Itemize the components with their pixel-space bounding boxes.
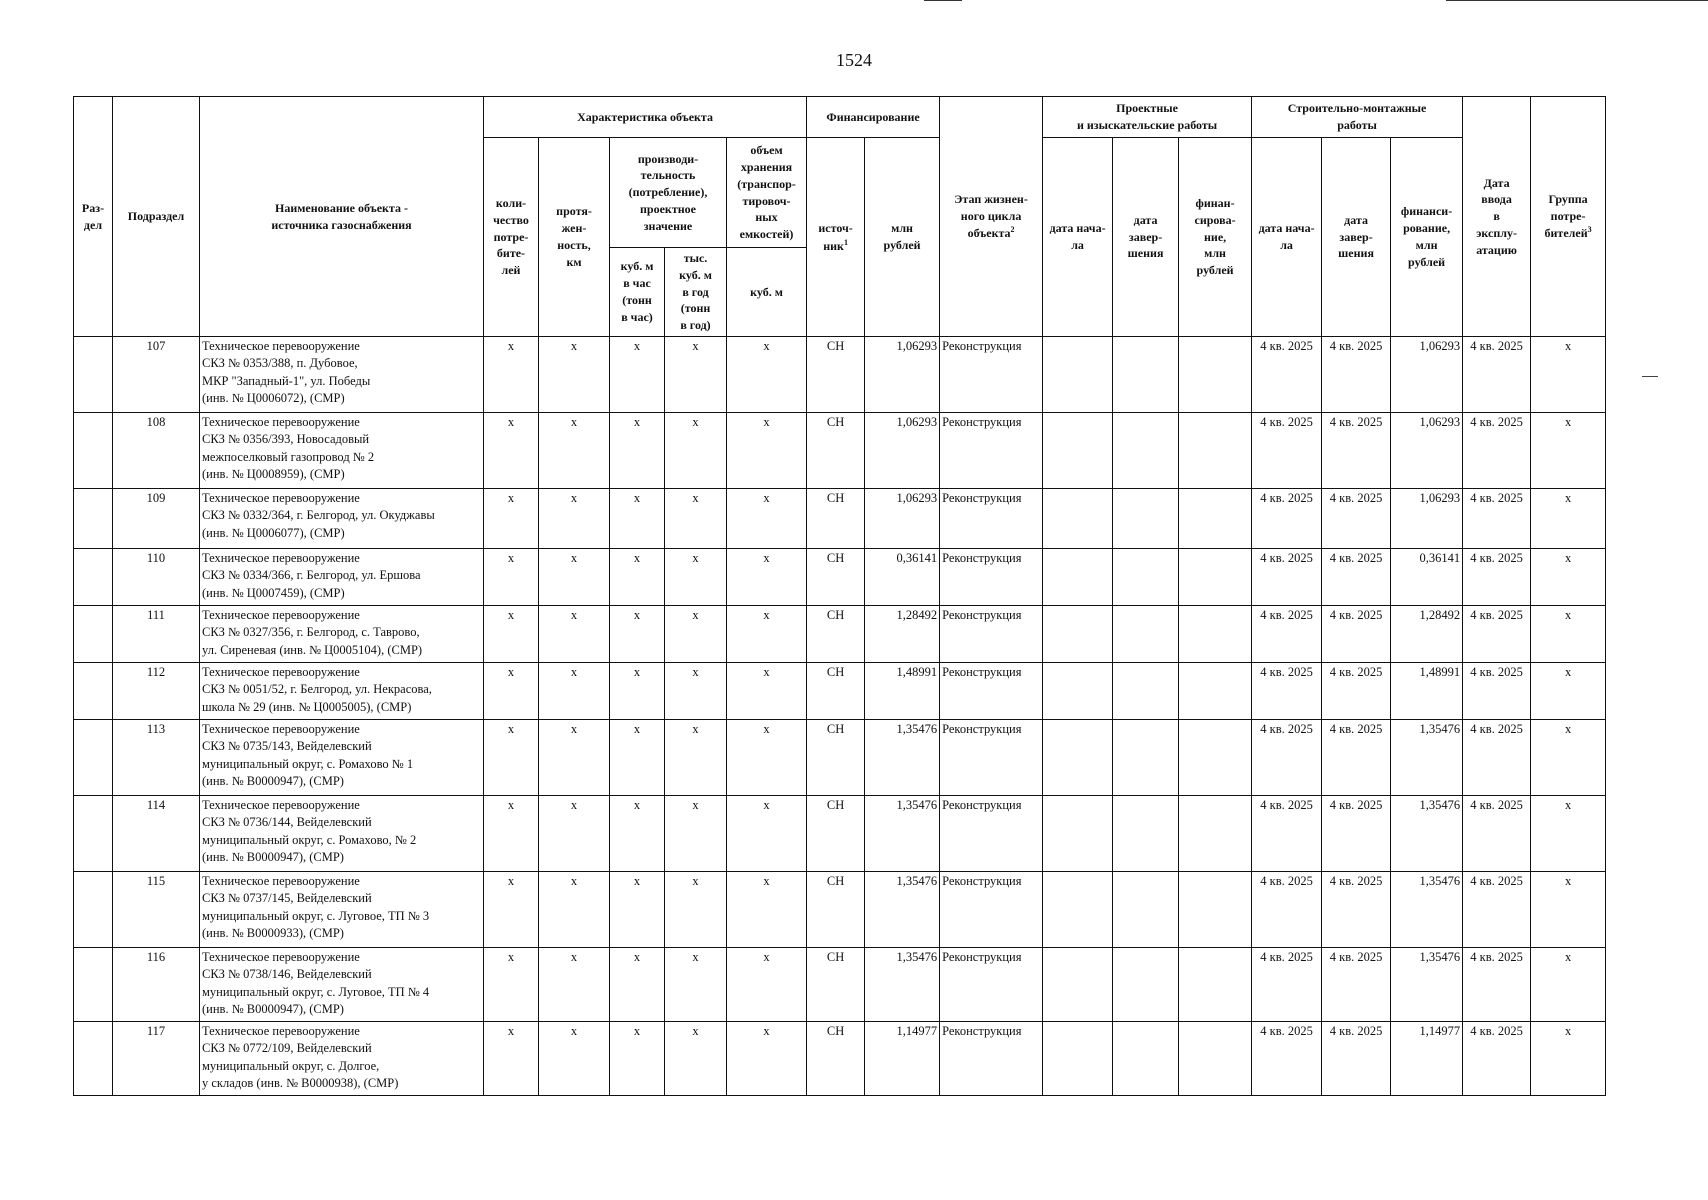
- construction-end-cell: 4 кв. 2025: [1322, 663, 1391, 720]
- construction-end-cell: 4 кв. 2025: [1322, 948, 1391, 1022]
- commissioning-date-cell: 4 кв. 2025: [1463, 948, 1531, 1022]
- storage-volume-cell: х: [727, 1022, 807, 1096]
- capacity-hour-cell: х: [610, 720, 665, 796]
- table-row: [74, 489, 1606, 549]
- storage-volume-cell: х: [727, 413, 807, 489]
- table-row: [74, 549, 1606, 606]
- design-financing-cell: [1179, 606, 1252, 663]
- capacity-year-cell: х: [665, 720, 727, 796]
- mln-rub-cell: 1,06293: [865, 413, 940, 489]
- mln-rub-cell: 1,35476: [865, 720, 940, 796]
- object-name-cell: Техническое перевооружение СКЗ № 0736/144, Вейделевский муниципальный округ, с. Ромахово, № 2 (инв. № В0000947), (СМР): [200, 796, 484, 872]
- razdel-cell: [74, 720, 113, 796]
- length-cell: х: [539, 606, 610, 663]
- consumers-count-cell: х: [484, 413, 539, 489]
- storage-volume-cell: х: [727, 872, 807, 948]
- razdel-cell: [74, 549, 113, 606]
- consumer-group-cell: х: [1531, 1022, 1606, 1096]
- header-name: Наименование объекта - источника газоснабжения: [200, 97, 484, 337]
- consumers-count-cell: х: [484, 948, 539, 1022]
- source-cell: СН: [807, 549, 865, 606]
- design-financing-cell: [1179, 337, 1252, 413]
- capacity-year-cell: х: [665, 1022, 727, 1096]
- length-cell: х: [539, 796, 610, 872]
- design-financing-cell: [1179, 872, 1252, 948]
- header-construction-financing: финанси- рование, млн рублей: [1391, 138, 1463, 337]
- capacity-hour-cell: х: [610, 872, 665, 948]
- design-end-cell: [1113, 948, 1179, 1022]
- source-cell: СН: [807, 872, 865, 948]
- razdel-cell: [74, 948, 113, 1022]
- consumer-group-cell: х: [1531, 872, 1606, 948]
- object-name-cell: Техническое перевооружение СКЗ № 0737/145, Вейделевский муниципальный округ, с. Луговое, ТП № 3 (инв. № В0000933), (СМР): [200, 872, 484, 948]
- table-row: [74, 948, 1606, 1022]
- source-cell: СН: [807, 337, 865, 413]
- scan-artifact-top-left: [924, 0, 962, 1]
- podrazdel-cell: 107: [113, 337, 200, 413]
- consumer-group-cell: х: [1531, 720, 1606, 796]
- design-financing-cell: [1179, 663, 1252, 720]
- source-cell: СН: [807, 413, 865, 489]
- stage-cell: Реконструкция: [940, 1022, 1043, 1096]
- length-cell: х: [539, 413, 610, 489]
- design-start-cell: [1043, 549, 1113, 606]
- stage-cell: Реконструкция: [940, 549, 1043, 606]
- capacity-year-cell: х: [665, 663, 727, 720]
- header-cubic-m: куб. м: [727, 248, 807, 337]
- construction-start-cell: 4 кв. 2025: [1252, 720, 1322, 796]
- capacity-hour-cell: х: [610, 606, 665, 663]
- header-cubic-per-hour: куб. м в час (тонн в час): [610, 248, 665, 337]
- construction-end-cell: 4 кв. 2025: [1322, 1022, 1391, 1096]
- commissioning-date-cell: 4 кв. 2025: [1463, 337, 1531, 413]
- mln-rub-cell: 1,35476: [865, 796, 940, 872]
- construction-financing-cell: 1,06293: [1391, 413, 1463, 489]
- scan-artifact-margin: [1642, 376, 1658, 377]
- design-end-cell: [1113, 872, 1179, 948]
- header-group-construction: Строительно-монтажные работы: [1252, 97, 1463, 138]
- source-cell: СН: [807, 948, 865, 1022]
- header-group-financing: Финансирование: [807, 97, 940, 138]
- consumers-count-cell: х: [484, 1022, 539, 1096]
- capacity-hour-cell: х: [610, 663, 665, 720]
- construction-start-cell: 4 кв. 2025: [1252, 489, 1322, 549]
- consumer-group-cell: х: [1531, 948, 1606, 1022]
- table-row: [74, 606, 1606, 663]
- razdel-cell: [74, 489, 113, 549]
- design-end-cell: [1113, 720, 1179, 796]
- construction-end-cell: 4 кв. 2025: [1322, 489, 1391, 549]
- length-cell: х: [539, 549, 610, 606]
- construction-start-cell: 4 кв. 2025: [1252, 549, 1322, 606]
- design-start-cell: [1043, 489, 1113, 549]
- consumer-group-cell: х: [1531, 549, 1606, 606]
- table-body: [74, 337, 1606, 1096]
- table-row: [74, 413, 1606, 489]
- design-start-cell: [1043, 872, 1113, 948]
- construction-financing-cell: 1,35476: [1391, 948, 1463, 1022]
- construction-start-cell: 4 кв. 2025: [1252, 948, 1322, 1022]
- stage-cell: Реконструкция: [940, 720, 1043, 796]
- capacity-hour-cell: х: [610, 337, 665, 413]
- length-cell: х: [539, 663, 610, 720]
- storage-volume-cell: х: [727, 948, 807, 1022]
- header-razdel: Раз- дел: [74, 97, 113, 337]
- header-group-characteristics: Характеристика объекта: [484, 97, 807, 138]
- capacity-year-cell: х: [665, 337, 727, 413]
- commissioning-date-cell: 4 кв. 2025: [1463, 413, 1531, 489]
- razdel-cell: [74, 663, 113, 720]
- stage-cell: Реконструкция: [940, 489, 1043, 549]
- construction-end-cell: 4 кв. 2025: [1322, 549, 1391, 606]
- consumers-count-cell: х: [484, 872, 539, 948]
- construction-financing-cell: 1,06293: [1391, 337, 1463, 413]
- stage-cell: Реконструкция: [940, 796, 1043, 872]
- construction-start-cell: 4 кв. 2025: [1252, 413, 1322, 489]
- podrazdel-cell: 111: [113, 606, 200, 663]
- construction-start-cell: 4 кв. 2025: [1252, 796, 1322, 872]
- design-financing-cell: [1179, 413, 1252, 489]
- length-cell: х: [539, 720, 610, 796]
- construction-start-cell: 4 кв. 2025: [1252, 663, 1322, 720]
- construction-financing-cell: 1,35476: [1391, 872, 1463, 948]
- mln-rub-cell: 1,06293: [865, 489, 940, 549]
- stage-cell: Реконструкция: [940, 663, 1043, 720]
- construction-financing-cell: 1,48991: [1391, 663, 1463, 720]
- consumer-group-cell: х: [1531, 413, 1606, 489]
- capacity-year-cell: х: [665, 413, 727, 489]
- length-cell: х: [539, 489, 610, 549]
- podrazdel-cell: 113: [113, 720, 200, 796]
- consumers-count-cell: х: [484, 606, 539, 663]
- capacity-hour-cell: х: [610, 489, 665, 549]
- construction-start-cell: 4 кв. 2025: [1252, 872, 1322, 948]
- consumer-group-cell: х: [1531, 337, 1606, 413]
- header-group-design: Проектные и изыскательские работы: [1043, 97, 1252, 138]
- header-mln-rub: млн рублей: [865, 138, 940, 337]
- header-commissioning-date: Дата ввода в эксплу- атацию: [1463, 97, 1531, 337]
- capacity-year-cell: х: [665, 872, 727, 948]
- source-cell: СН: [807, 606, 865, 663]
- podrazdel-cell: 116: [113, 948, 200, 1022]
- consumers-count-cell: х: [484, 720, 539, 796]
- stage-cell: Реконструкция: [940, 337, 1043, 413]
- design-financing-cell: [1179, 489, 1252, 549]
- design-end-cell: [1113, 1022, 1179, 1096]
- stage-cell: Реконструкция: [940, 948, 1043, 1022]
- construction-financing-cell: 1,14977: [1391, 1022, 1463, 1096]
- commissioning-date-cell: 4 кв. 2025: [1463, 663, 1531, 720]
- mln-rub-cell: 1,35476: [865, 872, 940, 948]
- podrazdel-cell: 109: [113, 489, 200, 549]
- length-cell: х: [539, 337, 610, 413]
- consumers-count-cell: х: [484, 549, 539, 606]
- construction-end-cell: 4 кв. 2025: [1322, 337, 1391, 413]
- object-name-cell: Техническое перевооружение СКЗ № 0327/356, г. Белгород, с. Таврово, ул. Сиреневая (инв. № Ц0005104), (СМР): [200, 606, 484, 663]
- header-construction-end: дата завер- шения: [1322, 138, 1391, 337]
- construction-start-cell: 4 кв. 2025: [1252, 337, 1322, 413]
- commissioning-date-cell: 4 кв. 2025: [1463, 1022, 1531, 1096]
- storage-volume-cell: х: [727, 606, 807, 663]
- stage-cell: Реконструкция: [940, 606, 1043, 663]
- capacity-hour-cell: х: [610, 796, 665, 872]
- header-design-start: дата нача- ла: [1043, 138, 1113, 337]
- mln-rub-cell: 1,35476: [865, 948, 940, 1022]
- header-storage-volume: объем хранения (транспор- тировоч- ных емкостей): [727, 138, 807, 248]
- design-start-cell: [1043, 948, 1113, 1022]
- razdel-cell: [74, 606, 113, 663]
- source-cell: СН: [807, 663, 865, 720]
- podrazdel-cell: 110: [113, 549, 200, 606]
- construction-start-cell: 4 кв. 2025: [1252, 1022, 1322, 1096]
- header-consumer-group: Группа потре- бителей$^3$: [1531, 97, 1606, 337]
- object-name-cell: Техническое перевооружение СКЗ № 0353/388, п. Дубовое, МКР "Западный-1", ул. Победы (инв. № Ц0006072), (СМР): [200, 337, 484, 413]
- podrazdel-cell: 114: [113, 796, 200, 872]
- design-end-cell: [1113, 337, 1179, 413]
- object-name-cell: Техническое перевооружение СКЗ № 0738/146, Вейделевский муниципальный округ, с. Луговое, ТП № 4 (инв. № В0000947), (СМР): [200, 948, 484, 1022]
- table-row: [74, 796, 1606, 872]
- commissioning-date-cell: 4 кв. 2025: [1463, 549, 1531, 606]
- header-capacity: производи- тельность (потребление), проектное значение: [610, 138, 727, 248]
- header-thousand-cubic-per-year: тыс. куб. м в год (тонн в год): [665, 248, 727, 337]
- design-financing-cell: [1179, 1022, 1252, 1096]
- commissioning-date-cell: 4 кв. 2025: [1463, 796, 1531, 872]
- construction-financing-cell: 1,06293: [1391, 489, 1463, 549]
- mln-rub-cell: 1,48991: [865, 663, 940, 720]
- construction-financing-cell: 0,36141: [1391, 549, 1463, 606]
- design-end-cell: [1113, 796, 1179, 872]
- header-stage: Этап жизнен- ного цикла объекта$^2$: [940, 97, 1043, 337]
- podrazdel-cell: 115: [113, 872, 200, 948]
- construction-financing-cell: 1,28492: [1391, 606, 1463, 663]
- mln-rub-cell: 1,14977: [865, 1022, 940, 1096]
- source-cell: СН: [807, 1022, 865, 1096]
- razdel-cell: [74, 872, 113, 948]
- consumers-count-cell: х: [484, 663, 539, 720]
- capacity-year-cell: х: [665, 948, 727, 1022]
- consumers-count-cell: х: [484, 796, 539, 872]
- header-length: протя- жен- ность, км: [539, 138, 610, 337]
- construction-financing-cell: 1,35476: [1391, 720, 1463, 796]
- design-start-cell: [1043, 796, 1113, 872]
- design-start-cell: [1043, 337, 1113, 413]
- object-name-cell: Техническое перевооружение СКЗ № 0332/364, г. Белгород, ул. Окуджавы (инв. № Ц0006077), (СМР): [200, 489, 484, 549]
- object-name-cell: Техническое перевооружение СКЗ № 0735/143, Вейделевский муниципальный округ, с. Ромахово № 1 (инв. № В0000947), (СМР): [200, 720, 484, 796]
- stage-cell: Реконструкция: [940, 872, 1043, 948]
- commissioning-date-cell: 4 кв. 2025: [1463, 606, 1531, 663]
- page-number: 1524: [836, 50, 872, 70]
- mln-rub-cell: 1,28492: [865, 606, 940, 663]
- header-source: источ- ник$^1$: [807, 138, 865, 337]
- header-podrazdel: Подраздел: [113, 97, 200, 337]
- consumer-group-cell: х: [1531, 606, 1606, 663]
- design-start-cell: [1043, 606, 1113, 663]
- podrazdel-cell: 112: [113, 663, 200, 720]
- capacity-year-cell: х: [665, 606, 727, 663]
- consumer-group-cell: х: [1531, 796, 1606, 872]
- design-financing-cell: [1179, 948, 1252, 1022]
- object-name-cell: Техническое перевооружение СКЗ № 0772/109, Вейделевский муниципальный округ, с. Долгое, у складов (инв. № В0000938), (СМР): [200, 1022, 484, 1096]
- header-consumers-count: коли- чество потре- бите- лей: [484, 138, 539, 337]
- consumer-group-cell: х: [1531, 663, 1606, 720]
- commissioning-date-cell: 4 кв. 2025: [1463, 489, 1531, 549]
- table-row: [74, 1022, 1606, 1096]
- header-construction-start: дата нача- ла: [1252, 138, 1322, 337]
- design-start-cell: [1043, 663, 1113, 720]
- header-design-financing: финан- сирова- ние, млн рублей: [1179, 138, 1252, 337]
- capacity-year-cell: х: [665, 796, 727, 872]
- length-cell: х: [539, 872, 610, 948]
- table-row: [74, 872, 1606, 948]
- storage-volume-cell: х: [727, 549, 807, 606]
- table-row: [74, 337, 1606, 413]
- scan-artifact-top-right: [1446, 0, 1708, 1]
- razdel-cell: [74, 337, 113, 413]
- capacity-hour-cell: х: [610, 549, 665, 606]
- storage-volume-cell: х: [727, 720, 807, 796]
- storage-volume-cell: х: [727, 796, 807, 872]
- capacity-hour-cell: х: [610, 413, 665, 489]
- design-end-cell: [1113, 413, 1179, 489]
- consumers-count-cell: х: [484, 489, 539, 549]
- razdel-cell: [74, 1022, 113, 1096]
- storage-volume-cell: х: [727, 663, 807, 720]
- construction-end-cell: 4 кв. 2025: [1322, 796, 1391, 872]
- razdel-cell: [74, 413, 113, 489]
- table-row: [74, 663, 1606, 720]
- construction-end-cell: 4 кв. 2025: [1322, 872, 1391, 948]
- objects-table: [73, 96, 1606, 1096]
- design-end-cell: [1113, 606, 1179, 663]
- razdel-cell: [74, 796, 113, 872]
- table-header: [74, 97, 1606, 337]
- design-financing-cell: [1179, 549, 1252, 606]
- length-cell: х: [539, 1022, 610, 1096]
- construction-end-cell: 4 кв. 2025: [1322, 720, 1391, 796]
- capacity-hour-cell: х: [610, 1022, 665, 1096]
- design-start-cell: [1043, 1022, 1113, 1096]
- commissioning-date-cell: 4 кв. 2025: [1463, 872, 1531, 948]
- design-start-cell: [1043, 720, 1113, 796]
- design-end-cell: [1113, 549, 1179, 606]
- design-financing-cell: [1179, 796, 1252, 872]
- object-name-cell: Техническое перевооружение СКЗ № 0051/52, г. Белгород, ул. Некрасова, школа № 29 (инв. № Ц0005005), (СМР): [200, 663, 484, 720]
- construction-end-cell: 4 кв. 2025: [1322, 413, 1391, 489]
- commissioning-date-cell: 4 кв. 2025: [1463, 720, 1531, 796]
- design-financing-cell: [1179, 720, 1252, 796]
- consumers-count-cell: х: [484, 337, 539, 413]
- consumer-group-cell: х: [1531, 489, 1606, 549]
- construction-financing-cell: 1,35476: [1391, 796, 1463, 872]
- source-cell: СН: [807, 489, 865, 549]
- source-cell: СН: [807, 796, 865, 872]
- podrazdel-cell: 108: [113, 413, 200, 489]
- design-end-cell: [1113, 663, 1179, 720]
- construction-start-cell: 4 кв. 2025: [1252, 606, 1322, 663]
- capacity-year-cell: х: [665, 489, 727, 549]
- stage-cell: Реконструкция: [940, 413, 1043, 489]
- object-name-cell: Техническое перевооружение СКЗ № 0334/366, г. Белгород, ул. Ершова (инв. № Ц0007459), (СМР): [200, 549, 484, 606]
- mln-rub-cell: 0,36141: [865, 549, 940, 606]
- header-design-end: дата завер- шения: [1113, 138, 1179, 337]
- podrazdel-cell: 117: [113, 1022, 200, 1096]
- construction-end-cell: 4 кв. 2025: [1322, 606, 1391, 663]
- capacity-hour-cell: х: [610, 948, 665, 1022]
- mln-rub-cell: 1,06293: [865, 337, 940, 413]
- storage-volume-cell: х: [727, 489, 807, 549]
- capacity-year-cell: х: [665, 549, 727, 606]
- object-name-cell: Техническое перевооружение СКЗ № 0356/393, Новосадовый межпоселковый газопровод № 2 (инв. № Ц0008959), (СМР): [200, 413, 484, 489]
- storage-volume-cell: х: [727, 337, 807, 413]
- design-end-cell: [1113, 489, 1179, 549]
- length-cell: х: [539, 948, 610, 1022]
- design-start-cell: [1043, 413, 1113, 489]
- table-row: [74, 720, 1606, 796]
- source-cell: СН: [807, 720, 865, 796]
